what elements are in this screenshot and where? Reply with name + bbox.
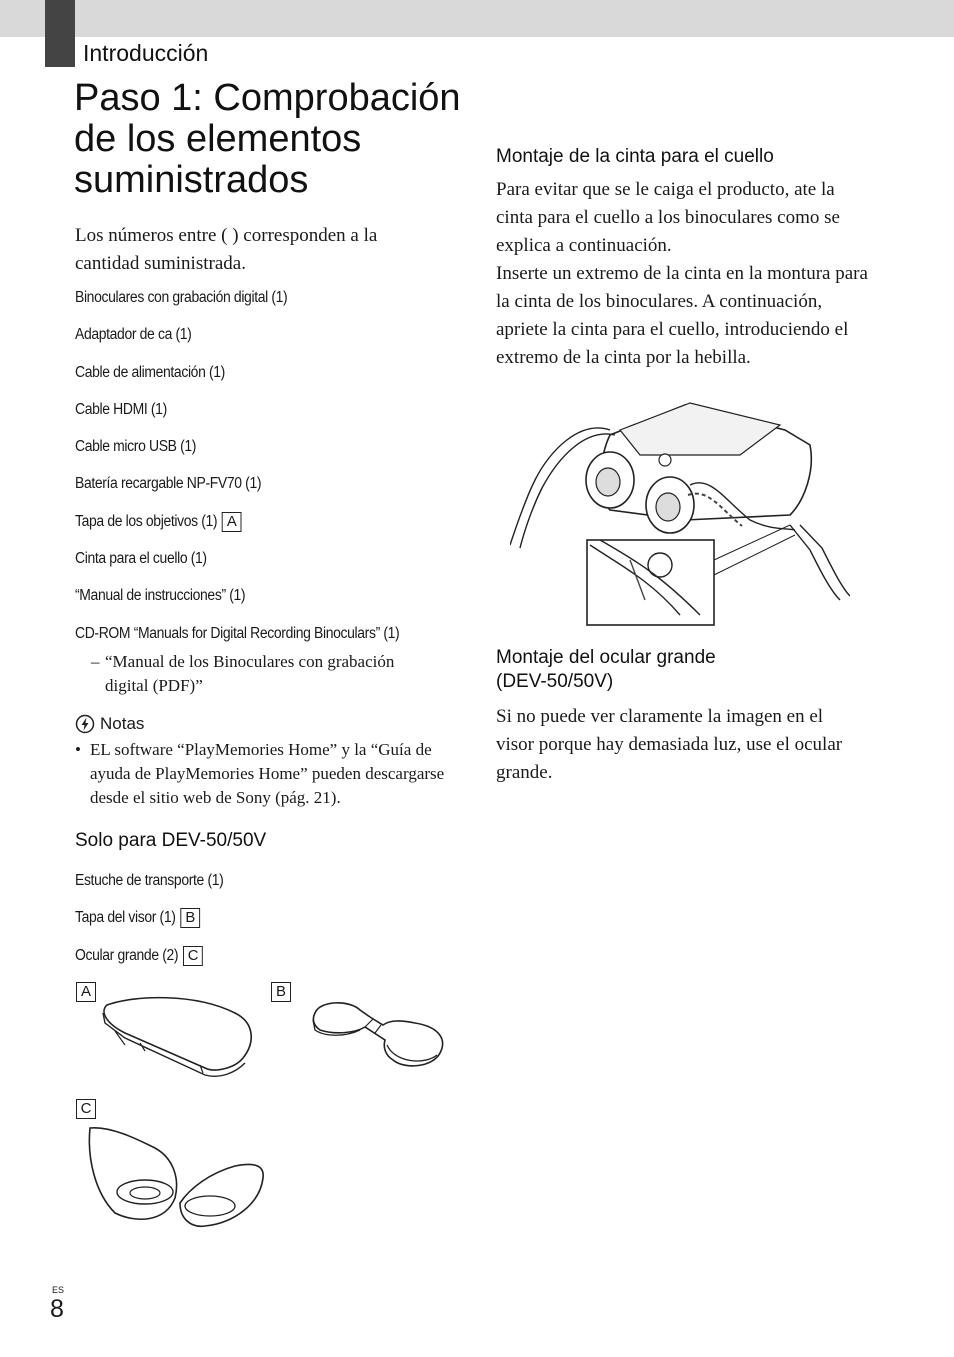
list-item	[75, 584, 399, 621]
header-bar	[0, 0, 954, 37]
strap-paragraph-2: Inserte un extremo de la cinta en la montura para la cinta de los binoculares. A continuación, apriete la cinta para el cuello, introduciendo el extremo de la cinta por la hebilla.	[496, 263, 868, 368]
item-figure-label: A	[222, 512, 242, 532]
title-line: Paso 1: Comprobación	[74, 77, 461, 119]
section-name: Introducción	[83, 40, 209, 66]
subitem-text: “Manual de los Binoculares con grabación digital (PDF)”	[105, 652, 395, 695]
figure-label-b: B	[271, 982, 291, 1002]
eyecup-heading-line: (DEV-50/50V)	[496, 671, 614, 692]
intro-text: Los números entre ( ) corresponden a la cantidad suministrada.	[75, 225, 378, 274]
section-marker	[45, 0, 75, 67]
large-eyecup-illustration	[85, 1118, 270, 1238]
list-item	[75, 472, 399, 509]
notes-text: EL software “PlayMemories Home” y la “Guía de ayuda de PlayMemories Home” pueden descargarse desde el sitio web de Sony (pág. 21).	[90, 740, 445, 807]
item-text: “Manual de instrucciones” (1)	[75, 587, 246, 605]
list-item	[75, 510, 399, 547]
item-figure-label: B	[180, 908, 200, 928]
list-item	[75, 361, 399, 398]
title-line: suministrados	[74, 159, 309, 201]
notes-heading-text: Notas	[100, 714, 145, 733]
item-text: Cable micro USB (1)	[75, 438, 197, 456]
list-item	[75, 435, 399, 472]
item-text: Binoculares con grabación digital (1)	[75, 289, 288, 306]
list-item	[75, 869, 223, 906]
eyecup-heading-line: Montaje del ocular grande	[496, 647, 716, 668]
bullet: •	[75, 740, 81, 759]
dev50-items-list	[75, 869, 240, 981]
strap-heading: Montaje de la cinta para el cuello	[496, 146, 774, 167]
dev50-heading: Solo para DEV-50/50V	[75, 830, 267, 851]
eyecup-heading	[496, 646, 716, 694]
list-item	[75, 906, 223, 943]
item-text: Ocular grande (2)	[75, 946, 179, 964]
list-item	[75, 398, 399, 435]
dash: –	[91, 652, 100, 671]
item-text: Adaptador de ca (1)	[75, 326, 192, 344]
item-text: CD-ROM “Manuals for Digital Recording Binoculars” (1)	[75, 624, 400, 642]
strap-attachment-illustration	[510, 400, 850, 628]
item-text: Tapa de los objetivos (1)	[75, 512, 218, 530]
eyecup-paragraph: Si no puede ver claramente la imagen en el visor porque hay demasiada luz, use el ocular grande.	[496, 706, 843, 783]
list-item	[75, 547, 399, 584]
list-item	[75, 944, 223, 981]
list-item	[75, 323, 399, 360]
page-language: ES	[52, 1285, 65, 1295]
item-text: Cable HDMI (1)	[75, 400, 167, 418]
supplied-items-list	[75, 286, 435, 659]
list-item	[75, 286, 399, 323]
item-text: Batería recargable NP-FV70 (1)	[75, 475, 262, 493]
page-title	[74, 78, 474, 201]
figure-label-a: A	[76, 982, 96, 1002]
page-number: 8	[50, 1295, 64, 1323]
strap-paragraph-1: Para evitar que se le caiga el producto, ate la cinta para el cuello a los binoculares como se explica a continuación.	[496, 179, 840, 256]
item-text: Tapa del visor (1)	[75, 909, 176, 927]
title-line: de los elementos	[74, 118, 362, 160]
item-text: Cable de alimentación (1)	[75, 363, 225, 381]
notes-icon	[75, 714, 95, 734]
item-figure-label: C	[183, 946, 203, 966]
lens-cap-illustration	[95, 993, 260, 1078]
item-text: Cinta para el cuello (1)	[75, 550, 207, 568]
viewfinder-cap-illustration	[305, 995, 450, 1073]
notes-heading	[75, 714, 144, 734]
item-text: Estuche de transporte (1)	[75, 872, 224, 889]
figure-label-c: C	[76, 1099, 96, 1119]
